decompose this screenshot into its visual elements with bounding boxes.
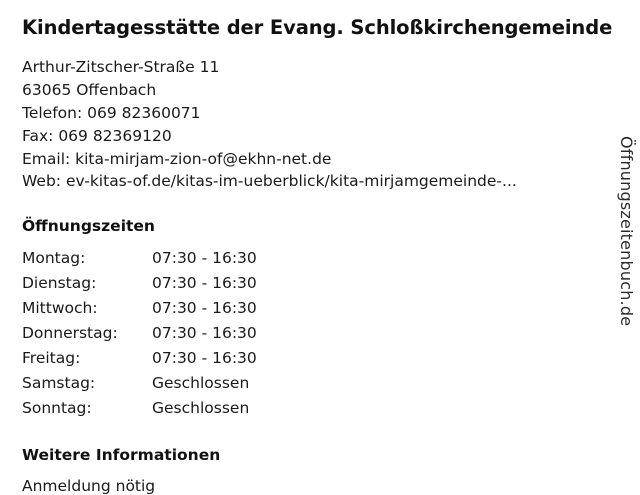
day-hours: 07:30 - 16:30 [152, 349, 257, 368]
day-label: Samstag: [22, 374, 96, 393]
day-label: Mittwoch: [22, 299, 98, 318]
day-hours: 07:30 - 16:30 [152, 274, 257, 293]
table-row [22, 399, 257, 424]
page-title: Kindertagesstätte der Evang. Schloßkirchengemeinde [22, 16, 613, 39]
day-hours: 07:30 - 16:30 [152, 324, 257, 343]
table-row [22, 349, 257, 374]
address-street: Arthur-Zitscher-Straße 11 [22, 58, 220, 77]
day-label: Donnerstag: [22, 324, 118, 343]
address-city: 63065 Offenbach [22, 81, 157, 100]
website-url[interactable]: Web: ev-kitas-of.de/kitas-im-ueberblick/kita-mirjamgemeinde-... [22, 172, 517, 191]
day-label: Dienstag: [22, 274, 97, 293]
table-row [22, 324, 257, 349]
fax-number: Fax: 069 82369120 [22, 126, 172, 145]
email-address[interactable]: Email: kita-mirjam-zion-of@ekhn-net.de [22, 149, 332, 168]
day-hours: Geschlossen [152, 399, 250, 418]
day-label: Freitag: [22, 349, 81, 368]
table-row [22, 249, 257, 274]
day-hours: Geschlossen [152, 374, 250, 393]
opening-hours-table [22, 249, 257, 424]
day-label: Montag: [22, 249, 86, 268]
day-hours: 07:30 - 16:30 [152, 249, 257, 268]
day-label: Sonntag: [22, 399, 92, 418]
contact-block [22, 56, 618, 193]
further-information-heading: Weitere Informationen [22, 446, 221, 465]
further-information-text: Anmeldung nötig [22, 477, 156, 495]
day-hours: 07:30 - 16:30 [152, 299, 257, 318]
opening-hours-heading: Öffnungszeiten [22, 217, 155, 236]
table-row [22, 299, 257, 324]
table-row [22, 374, 257, 399]
phone-number: Telefon: 069 82360071 [22, 103, 201, 122]
table-row [22, 274, 257, 299]
site-branding-vertical: Öffnungszeitenbuch.de [617, 136, 636, 327]
